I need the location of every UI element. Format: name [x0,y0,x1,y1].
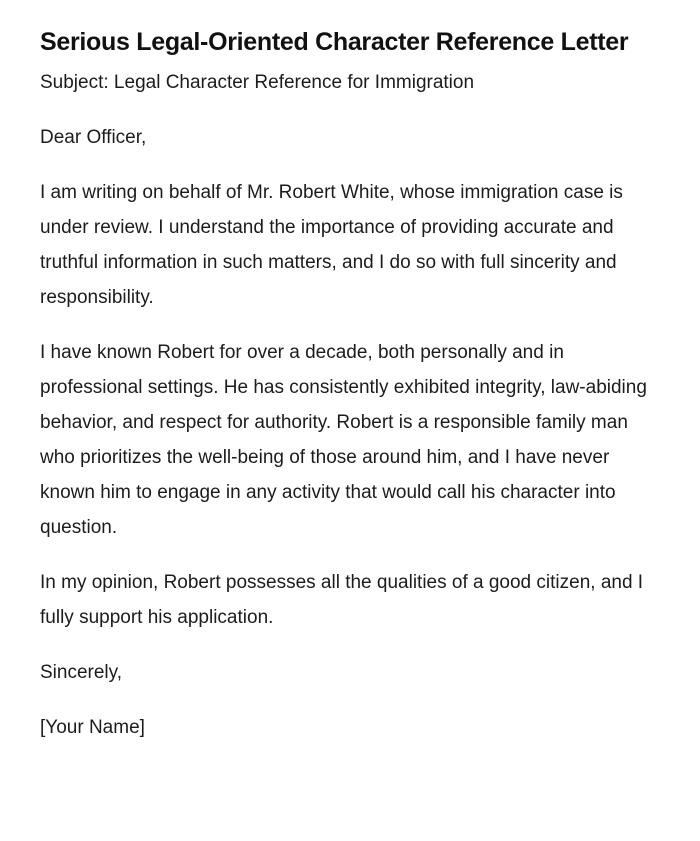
body-paragraph-character: I have known Robert for over a decade, both personally and in professional settings. He has consistently exhibited integrity, law-abiding behavior, and respect for authority. Robert is a responsible family man who prioritizes the well-being of those around him, and I have never known him to engage in any activity that would call his character into question. [40,342,647,538]
closing: Sincerely, [40,662,123,683]
body-paragraph-intro: I am writing on behalf of Mr. Robert White, whose immigration case is under review. I understand the importance of providing accurate and truthful information in such matters, and I do so with full sincerity and responsibility. [40,182,623,308]
letter-title: Serious Legal-Oriented Character Reference Letter [40,28,629,56]
body-paragraph-opinion: In my opinion, Robert possesses all the qualities of a good citizen, and I fully support his application. [40,572,644,628]
letter-document [40,21,650,765]
subject-line: Subject: Legal Character Reference for Immigration [40,72,475,93]
salutation: Dear Officer, [40,127,147,148]
signature-placeholder: [Your Name] [40,717,145,738]
